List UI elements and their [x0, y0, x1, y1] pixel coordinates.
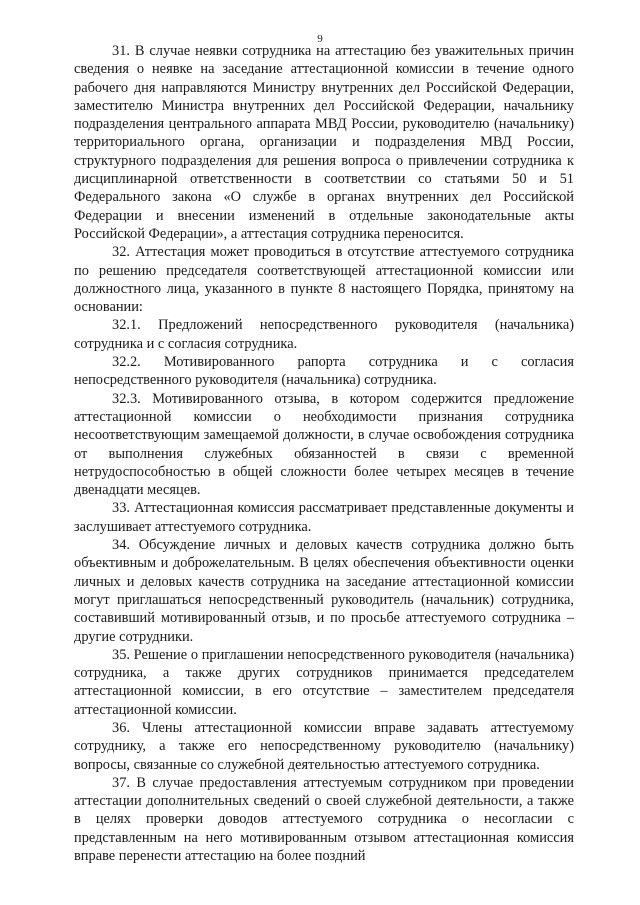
page-number: 9 [317, 33, 323, 45]
paragraph-32-2: 32.2. Мотивированного рапорта сотрудника и с согласия непосредственного руководителя (начальника) сотрудника. [74, 354, 574, 389]
paragraph-34: 34. Обсуждение личных и деловых качеств сотрудника должно быть объективным и доброжелательным. В целях обеспечения объективности оценки личных и деловых качеств сотрудника на заседание аттестационной комиссии могут приглашаться непосредственный руководитель (начальник) сотрудника, составивший мотивированный отзыв, и по просьбе аттестуемого сотрудника – другие сотрудники. [74, 537, 574, 645]
document-body [74, 42, 574, 865]
paragraph-32-3: 32.3. Мотивированного отзыва, в котором содержится предложение аттестационной комиссии о необходимости признания сотрудника несоответствующим замещаемой должности, в случае освобождения сотрудника от выполнения служебных обязанностей в связи с временной нетрудоспособностью в общей сложности более четырех месяцев в течение двенадцати месяцев. [74, 390, 574, 499]
paragraph-35: 35. Решение о приглашении непосредственного руководителя (начальника) сотрудника, а также других сотрудников принимается председателем аттестационной комиссии, в его отсутствие – заместителем председателя аттестационной комиссии. [74, 646, 574, 718]
paragraph-33: 33. Аттестационная комиссия рассматривает представленные документы и заслушивает аттестуемого сотрудника. [74, 500, 574, 535]
paragraph-32-1: 32.1. Предложений непосредственного руководителя (начальника) сотрудника и с согласия сотрудника. [74, 317, 574, 352]
paragraph-31: 31. В случае неявки сотрудника на аттестацию без уважительных причин сведения о неявке на заседание аттестационной комиссии в течение одного рабочего дня направляются Министру внутренних дел Российской Федерации, заместителю Министра внутренних дел Российской Федерации, начальнику подразделения центрального аппарата МВД России, руководителю (начальнику) территориального органа, организации и подразделения МВД России, структурного подразделения для решения вопроса о привлечении сотрудника к дисциплинарной ответственности в соответствии со статьями 50 и 51 Федерального закона «О службе в органах внутренних дел Российской Федерации и внесении изменений в отдельные законодательные акты Российской Федерации», а аттестация сотрудника переносится. [74, 43, 574, 242]
paragraph-37: 37. В случае предоставления аттестуемым сотрудником при проведении аттестации дополнительных сведений о своей служебной деятельности, а также в целях проверки доводов аттестуемого сотрудника о несогласии с представленным на него мотивированным отзывом аттестационная комиссия вправе перенести аттестацию на более поздний [74, 774, 574, 865]
paragraph-32: 32. Аттестация может проводиться в отсутствие аттестуемого сотрудника по решению председателя соответствующей аттестационной комиссии или должностного лица, указанного в пункте 8 настоящего Порядка, принятому на основании: [74, 244, 574, 316]
paragraph-36: 36. Члены аттестационной комиссии вправе задавать аттестуемому сотруднику, а также его непосредственному руководителю (начальнику) вопросы, связанные со служебной деятельностью аттестуемого сотрудника. [74, 719, 574, 773]
